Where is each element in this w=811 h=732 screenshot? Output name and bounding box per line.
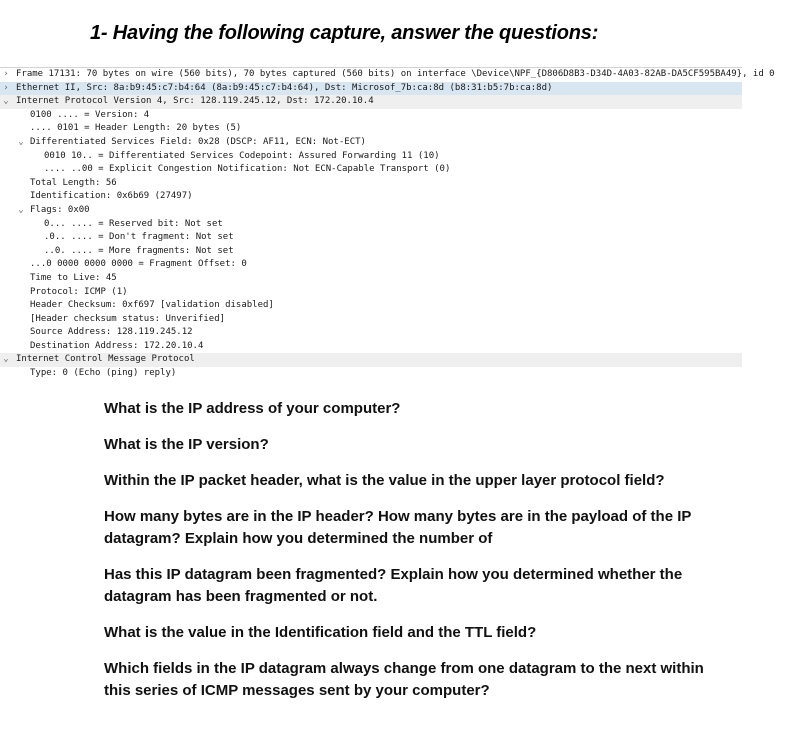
question-1: What is the IP address of your computer? [104, 400, 401, 417]
packet-details-tree [0, 67, 775, 381]
question-5: Has this IP datagram been fragmented? Explain how you determined whether the datagram has been fragmented or not. [104, 566, 683, 605]
tree-row-ttl[interactable] [0, 272, 742, 286]
question-6: What is the value in the Identification field and the TTL field? [104, 624, 537, 641]
tree-row-label: Flags: 0x00 [30, 204, 90, 215]
tree-row-ipv4[interactable] [0, 95, 742, 109]
tree-row-ecn[interactable] [0, 163, 742, 177]
tree-row-label: Identification: 0x6b69 (27497) [30, 191, 193, 202]
tree-row-version[interactable] [0, 109, 742, 123]
tree-row-frame[interactable] [0, 68, 775, 82]
tree-row-label: Header Checksum: 0xf697 [validation disabled] [30, 300, 274, 311]
chevron-right-icon[interactable]: › [3, 69, 9, 79]
tree-row-more-fragments[interactable] [0, 245, 742, 259]
tree-row-label: Ethernet II, Src: 8a:b9:45:c7:b4:64 (8a:b9:45:c7:b4:64), Dst: Microsof_7b:ca:8d (b8:31:b5:7b:ca:8d) [16, 82, 553, 93]
tree-row-dsfield[interactable] [0, 136, 742, 150]
tree-row-label: Time to Live: 45 [30, 272, 117, 283]
tree-row-label: .... 0101 = Header Length: 20 bytes (5) [30, 123, 242, 134]
tree-row-label: ...0 0000 0000 0000 = Fragment Offset: 0 [30, 259, 247, 270]
tree-row-dscp[interactable] [0, 150, 742, 164]
tree-row-label: .... ..00 = Explicit Congestion Notification: Not ECN-Capable Transport (0) [44, 164, 451, 175]
tree-row-flags[interactable] [0, 204, 742, 218]
tree-row-label: .0.. .... = Don't fragment: Not set [44, 232, 234, 243]
tree-row-dont-fragment[interactable] [0, 231, 742, 245]
tree-row-label: Internet Protocol Version 4, Src: 128.119.245.12, Dst: 172.20.10.4 [16, 96, 374, 107]
tree-row-source-address[interactable] [0, 326, 742, 340]
tree-row-label: 0... .... = Reserved bit: Not set [44, 218, 223, 229]
tree-row-label: Source Address: 128.119.245.12 [30, 327, 193, 338]
question-3: Within the IP packet header, what is the value in the upper layer protocol field? [104, 472, 665, 489]
tree-row-label: Type: 0 (Echo (ping) reply) [30, 368, 177, 379]
tree-row-label: Differentiated Services Field: 0x28 (DSCP: AF11, ECN: Not-ECT) [30, 136, 366, 147]
tree-row-checksum-status[interactable] [0, 313, 742, 327]
tree-row-label: [Header checksum status: Unverified] [30, 313, 226, 324]
page-title: 1- Having the following capture, answer the questions: [90, 22, 599, 44]
tree-row-label: 0010 10.. = Differentiated Services Codepoint: Assured Forwarding 11 (10) [44, 150, 440, 161]
chevron-right-icon[interactable]: › [3, 82, 9, 93]
tree-row-label: ..0. .... = More fragments: Not set [44, 245, 234, 256]
tree-row-icmp-type[interactable] [0, 367, 742, 381]
chevron-down-icon[interactable]: ⌄ [3, 354, 9, 365]
tree-row-header-length[interactable] [0, 122, 742, 136]
chevron-down-icon[interactable]: ⌄ [18, 204, 24, 215]
tree-row-label: 0100 .... = Version: 4 [30, 109, 150, 120]
tree-row-total-length[interactable] [0, 177, 742, 191]
tree-row-label: Frame 17131: 70 bytes on wire (560 bits), 70 bytes captured (560 bits) on interface \Device\NPF_{D806D8B3-D34D-4A03-82AB-DA5CF595BA49}, id 0 [16, 69, 775, 79]
tree-row-reserved-bit[interactable] [0, 218, 742, 232]
questions-list [104, 398, 724, 716]
tree-row-icmp[interactable] [0, 353, 742, 367]
question-7: Which fields in the IP datagram always change from one datagram to the next within this series of ICMP messages sent by your computer? [104, 660, 704, 699]
tree-row-label: Total Length: 56 [30, 177, 117, 188]
tree-row-fragment-offset[interactable] [0, 258, 742, 272]
question-2: What is the IP version? [104, 436, 269, 453]
tree-row-identification[interactable] [0, 190, 742, 204]
tree-row-label: Internet Control Message Protocol [16, 354, 195, 365]
chevron-down-icon[interactable]: ⌄ [3, 96, 9, 107]
tree-row-destination-address[interactable] [0, 340, 742, 354]
tree-row-label: Destination Address: 172.20.10.4 [30, 340, 204, 351]
tree-row-protocol[interactable] [0, 286, 742, 300]
chevron-down-icon[interactable]: ⌄ [18, 136, 24, 147]
tree-row-checksum[interactable] [0, 299, 742, 313]
question-4: How many bytes are in the IP header? How many bytes are in the payload of the IP datagram? Explain how you determined the number of [104, 508, 692, 547]
tree-row-ethernet[interactable] [0, 82, 742, 96]
tree-row-label: Protocol: ICMP (1) [30, 286, 128, 297]
